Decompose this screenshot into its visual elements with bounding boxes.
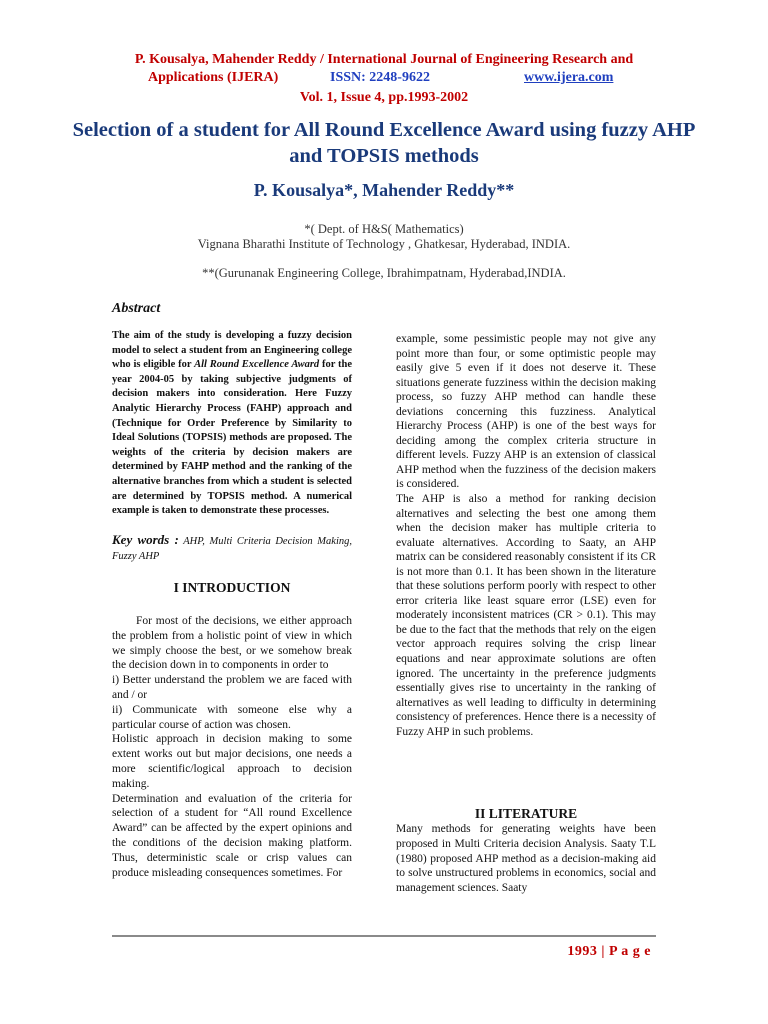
intro-paragraph-5: Determination and evaluation of the criteria for selection of a student for “All round Excellence Award” can be affected by the expert opinions and the conditions of the decision making platform. Thus, deterministic scale or crisp values can produce misleading consequences sometimes. For — [112, 792, 352, 879]
intro-paragraph-1: For most of the decisions, we either approach the problem from a holistic point of view in which we simply choose the best, or we somehow break the decision down in to components in order to — [112, 615, 352, 672]
page-number: 1993 | P a g e — [567, 944, 651, 959]
footer-rule — [112, 935, 656, 937]
journal-name: Applications (IJERA) — [148, 70, 279, 85]
abstract-text-part2: for the year 2004-05 by taking subjective judgments of decision makers into consideration. Here Fuzzy Analytic Hierarchy Process (FAHP) approach and (Technique for Order Preference by Similarity to Ideal Solutions (TOPSIS) methods are proposed. The weights of the criteria by decision makers are determined by FAHP method and the ranking of the alternative branches from which a student is selected are determined by TOPSIS method. A numerical example is taken to demonstrate these processes. — [112, 359, 352, 517]
literature-paragraph-1: Many methods for generating weights have been proposed in Multi Criteria decision Analysis. Saaty T.L (1980) proposed AHP method as a decision-making aid to solve unstructured problems in economics, social and management sciences. Saaty — [396, 823, 656, 895]
abstract-heading: Abstract — [112, 301, 161, 316]
issn: ISSN: 2248-9622 — [330, 70, 430, 85]
abstract-text-part1: The aim of the study is developing a fuzzy decision model to select a student from an Engineering college who is eligible for — [112, 330, 352, 371]
intro-paragraph-3: ii) Communicate with someone else why a particular course of action was chosen. — [112, 703, 352, 731]
keywords — [112, 532, 352, 564]
right-column-body — [396, 332, 656, 739]
intro-paragraph-4: Holistic approach in decision making to some extent works out but major decisions, one needs a more scientific/logical approach to decision making. — [112, 733, 352, 790]
volume-issue: Vol. 1, Issue 4, pp.1993-2002 — [299, 90, 469, 105]
journal-website-link[interactable]: www.ijera.com — [524, 70, 614, 85]
affiliation-1: *( Dept. of H&S( Mathematics) — [304, 222, 464, 236]
intro-paragraph-2: i) Better understand the problem we are faced with and / or — [112, 674, 352, 701]
running-header-line1: P. Kousalya, Mahender Reddy / International Journal of Engineering Research and — [134, 52, 634, 67]
affiliation-2: **(Gurunanak Engineering College, Ibrahimpatnam, Hyderabad,INDIA. — [202, 266, 566, 280]
right-paragraph-1: example, some pessimistic people may not give any point more than four, or some optimistic people may easily give 5 even if it does not deserve it. These situations generate fuzziness within the decision making process, so fuzzy AHP method can handle these deviations concerning this fuzziness. Analytical Hierarchy Process (AHP) is one of the best ways for deciding among the complex criteria structure in different levels. Fuzzy AHP is an extension of classical AHP method when the fuzziness of the decision makers is considered. — [396, 333, 656, 491]
section-heading-literature: II LITERATURE — [474, 806, 578, 821]
literature-body — [396, 822, 656, 896]
paper-title: Selection of a student for All Round Excellence Award using fuzzy AHP and TOPSIS methods — [72, 119, 696, 167]
abstract-body — [112, 329, 352, 519]
affiliation-1-institute: Vignana Bharathi Institute of Technology , Ghatkesar, Hyderabad, INDIA. — [197, 237, 571, 251]
keywords-text: AHP, Multi Criteria Decision Making, Fuzzy AHP — [112, 536, 352, 562]
keywords-label: Key words : — [112, 532, 179, 547]
section-heading-introduction: I INTRODUCTION — [173, 580, 291, 595]
authors: P. Kousalya*, Mahender Reddy** — [253, 180, 515, 200]
right-paragraph-2: The AHP is also a method for ranking decision alternatives and selecting the best one among them when the decision maker has multiple criteria to evaluate alternatives. According to Saaty, an AHP matrix can be considered reasonably consistent if its CR is not more than 0.1. It has been shown in the literature that these solutions perform poorly with respect to other error criteria like least square error (LSE) even for moderately inconsistent matrices (CR > 0.1). This may be due to the fact that the methods that rely on the eigen vector approach requires solving the crisp linear equations and near approximate solutions are often ignored. The uncertainty in the preference judgments essentially gives rise to uncertainty in the ranking of alternatives as well leading to difficulty in determining consistency of preferences. Hence there is a necessity of Fuzzy AHP in such problems. — [396, 493, 656, 738]
introduction-body — [112, 614, 352, 880]
award-name: All Round Excellence Award — [194, 359, 320, 371]
